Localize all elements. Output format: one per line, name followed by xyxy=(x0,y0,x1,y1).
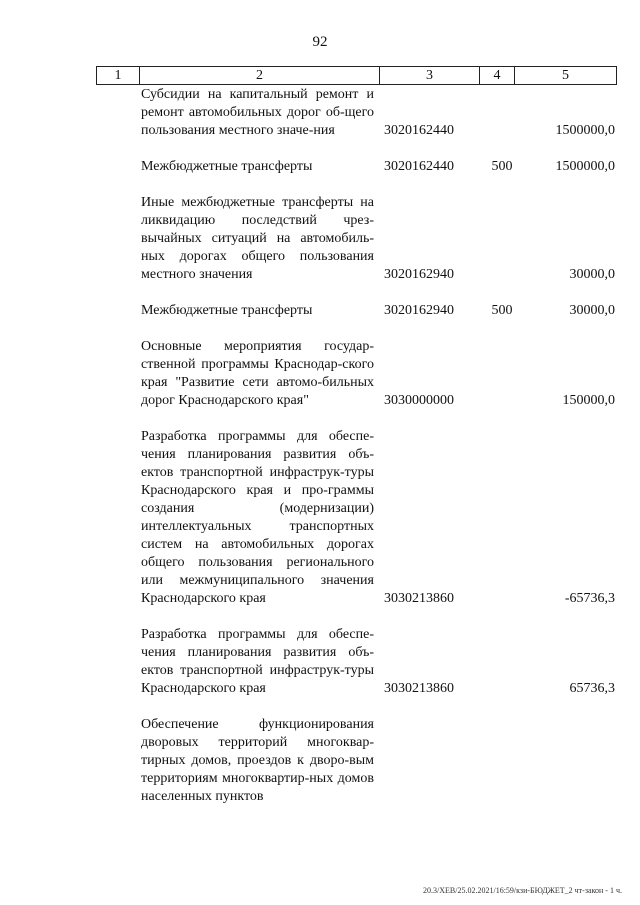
table-row xyxy=(96,716,617,806)
footer-stamp: 20.3/ХЕВ/25.02.2021/16:59/кзи-БЮДЖЕТ_2 чт-закон - 1 ч. xyxy=(423,886,622,895)
table-row xyxy=(96,338,617,410)
row-name: Основные мероприятия государ-ственной программы Краснодар-ского края "Развитие сети автомо-бильных дорог Краснодарского края" xyxy=(141,339,374,408)
row-name: Субсидии на капитальный ремонт и ремонт автомобильных дорог об-щего пользования местного значе-ния xyxy=(141,87,374,138)
table-row xyxy=(96,428,617,608)
row-name: Межбюджетные трансферты xyxy=(141,303,313,318)
header-col-2: 2 xyxy=(140,67,380,84)
table-row xyxy=(96,86,617,140)
row-name: Разработка программы для обеспе-чения планирования развития объ-ектов транспортной инфраструк-туры Краснодарского края xyxy=(141,627,374,696)
row-amount: 65736,3 xyxy=(569,681,615,696)
row-code: 3030213860 xyxy=(384,681,454,696)
row-name: Иные межбюджетные трансферты на ликвидацию последствий чрез-вычайных ситуаций на автомобиль-ных дорогах общего пользования местного значения xyxy=(141,195,374,282)
row-code: 3020162940 xyxy=(384,267,454,282)
row-type: 500 xyxy=(491,159,513,174)
header-col-3: 3 xyxy=(380,67,480,84)
table-row xyxy=(96,626,617,698)
table-row xyxy=(96,158,617,176)
table-header xyxy=(96,66,617,85)
row-code: 3030000000 xyxy=(384,393,454,408)
row-code: 3020162440 xyxy=(384,159,454,174)
row-name: Обеспечение функционирования дворовых территорий многоквар-тирных домов, проездов к дворо-вым территориям многоквартир-ных домов населенных пунктов xyxy=(141,717,374,804)
header-col-1: 1 xyxy=(97,67,140,84)
row-amount: -65736,3 xyxy=(564,591,615,606)
row-code: 3020162940 xyxy=(384,303,454,318)
row-amount: 1500000,0 xyxy=(555,159,615,174)
page-number: 92 xyxy=(312,34,328,50)
row-amount: 150000,0 xyxy=(562,393,615,408)
header-col-5: 5 xyxy=(562,67,569,83)
table-body xyxy=(96,86,617,824)
row-amount: 30000,0 xyxy=(569,303,615,318)
table-row xyxy=(96,302,617,320)
row-amount: 1500000,0 xyxy=(555,123,615,138)
row-type: 500 xyxy=(491,303,513,318)
table-row xyxy=(96,194,617,284)
header-col-4: 4 xyxy=(480,67,515,84)
row-amount: 30000,0 xyxy=(569,267,615,282)
row-name: Разработка программы для обеспе-чения планирования развития объ-ектов транспортной инфраструк-туры Краснодарского края и про-граммы создания (модернизации) интеллектуальных транспортных систем на автомобильных дорогах общего пользования регионального или межмуниципального значения Краснодарского края xyxy=(141,429,374,606)
row-name: Межбюджетные трансферты xyxy=(141,159,313,174)
row-code: 3030213860 xyxy=(384,591,454,606)
row-code: 3020162440 xyxy=(384,123,454,138)
